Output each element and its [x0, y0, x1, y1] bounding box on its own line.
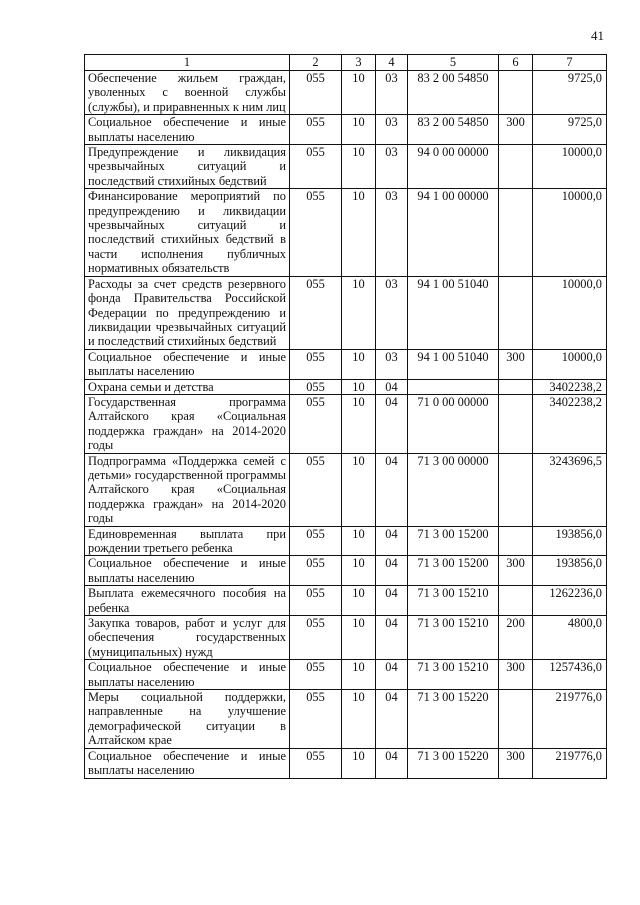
row-amount: 10000,0 [533, 276, 607, 349]
table-row [85, 379, 607, 394]
row-amount: 1262236,0 [533, 586, 607, 616]
row-expense-type: 300 [499, 349, 533, 379]
row-target-article: 94 0 00 00000 [408, 145, 499, 189]
row-amount: 4800,0 [533, 616, 607, 660]
table-row [85, 748, 607, 778]
row-admin-code: 055 [290, 276, 342, 349]
row-section: 10 [342, 349, 376, 379]
row-expense-type [499, 690, 533, 749]
row-amount: 3243696,5 [533, 453, 607, 526]
row-amount: 193856,0 [533, 556, 607, 586]
row-expense-type [499, 145, 533, 189]
table-row [85, 276, 607, 349]
row-section: 10 [342, 145, 376, 189]
header-col-4: 4 [376, 55, 408, 71]
row-amount: 10000,0 [533, 189, 607, 276]
row-name: Единовременная выплата при рождении третьего ребенка [85, 526, 290, 556]
row-name: Подпрограмма «Поддержка семей с детьми» государственной программы Алтайского края «Социальная поддержка граждан» на 2014-2020 годы [85, 453, 290, 526]
header-col-7: 7 [533, 55, 607, 71]
table-row [85, 71, 607, 115]
row-subsection: 04 [376, 660, 408, 690]
row-target-article: 83 2 00 54850 [408, 71, 499, 115]
row-name: Охрана семьи и детства [85, 379, 290, 394]
row-target-article: 71 3 00 15210 [408, 616, 499, 660]
row-admin-code: 055 [290, 394, 342, 453]
row-section: 10 [342, 748, 376, 778]
row-admin-code: 055 [290, 453, 342, 526]
row-section: 10 [342, 526, 376, 556]
row-name: Меры социальной поддержки, направленные на улучшение демографической ситуации в Алтайском крае [85, 690, 290, 749]
row-subsection: 04 [376, 748, 408, 778]
table-row [85, 526, 607, 556]
row-subsection: 03 [376, 145, 408, 189]
row-subsection: 03 [376, 71, 408, 115]
row-name: Предупреждение и ликвидация чрезвычайных ситуаций и последствий стихийных бедствий [85, 145, 290, 189]
row-admin-code: 055 [290, 379, 342, 394]
table-row [85, 660, 607, 690]
row-name: Социальное обеспечение и иные выплаты населению [85, 115, 290, 145]
row-target-article: 71 3 00 15200 [408, 526, 499, 556]
row-amount: 3402238,2 [533, 394, 607, 453]
row-name: Социальное обеспечение и иные выплаты населению [85, 556, 290, 586]
row-name: Выплата ежемесячного пособия на ребенка [85, 586, 290, 616]
page-number: 41 [591, 28, 604, 43]
row-expense-type [499, 71, 533, 115]
row-subsection: 03 [376, 189, 408, 276]
row-amount: 1257436,0 [533, 660, 607, 690]
table-row [85, 690, 607, 749]
row-subsection: 04 [376, 586, 408, 616]
row-name: Финансирование мероприятий по предупреждению и ликвидации чрезвычайных ситуаций и последствий стихийных бедствий в части исполнения публичных нормативных обязательств [85, 189, 290, 276]
row-section: 10 [342, 556, 376, 586]
row-name: Расходы за счет средств резервного фонда Правительства Российской Федерации по предупреждению и ликвидации чрезвычайных ситуаций и последствий стихийных бедствий [85, 276, 290, 349]
row-admin-code: 055 [290, 115, 342, 145]
row-subsection: 03 [376, 349, 408, 379]
table-row [85, 349, 607, 379]
table-row [85, 145, 607, 189]
row-target-article: 71 3 00 15220 [408, 690, 499, 749]
table-row [85, 394, 607, 453]
row-subsection: 04 [376, 526, 408, 556]
row-target-article: 71 3 00 15200 [408, 556, 499, 586]
row-subsection: 04 [376, 556, 408, 586]
row-admin-code: 055 [290, 586, 342, 616]
row-expense-type: 300 [499, 748, 533, 778]
row-amount: 3402238,2 [533, 379, 607, 394]
row-amount: 9725,0 [533, 71, 607, 115]
row-admin-code: 055 [290, 526, 342, 556]
table-row [85, 453, 607, 526]
row-admin-code: 055 [290, 145, 342, 189]
header-col-1: 1 [85, 55, 290, 71]
row-amount: 219776,0 [533, 690, 607, 749]
table-row [85, 189, 607, 276]
row-admin-code: 055 [290, 349, 342, 379]
header-col-5: 5 [408, 55, 499, 71]
row-name: Социальное обеспечение и иные выплаты населению [85, 748, 290, 778]
row-admin-code: 055 [290, 748, 342, 778]
header-col-2: 2 [290, 55, 342, 71]
row-section: 10 [342, 115, 376, 145]
row-expense-type [499, 526, 533, 556]
row-admin-code: 055 [290, 189, 342, 276]
row-subsection: 03 [376, 276, 408, 349]
row-target-article [408, 379, 499, 394]
row-amount: 10000,0 [533, 145, 607, 189]
row-section: 10 [342, 276, 376, 349]
row-target-article: 71 3 00 00000 [408, 453, 499, 526]
row-amount: 219776,0 [533, 748, 607, 778]
row-section: 10 [342, 394, 376, 453]
table-row [85, 115, 607, 145]
row-name: Государственная программа Алтайского края «Социальная поддержка граждан» на 2014-2020 годы [85, 394, 290, 453]
row-subsection: 04 [376, 616, 408, 660]
row-section: 10 [342, 690, 376, 749]
row-expense-type [499, 586, 533, 616]
table-body [85, 71, 607, 779]
row-expense-type: 300 [499, 115, 533, 145]
row-admin-code: 055 [290, 690, 342, 749]
row-section: 10 [342, 586, 376, 616]
row-subsection: 03 [376, 115, 408, 145]
row-expense-type [499, 453, 533, 526]
table-row [85, 616, 607, 660]
budget-table [84, 54, 607, 779]
table-header [85, 55, 607, 71]
row-expense-type [499, 379, 533, 394]
row-amount: 9725,0 [533, 115, 607, 145]
header-row [85, 55, 607, 71]
row-name: Обеспечение жильем граждан, уволенных с военной службы (службы), и приравненных к ним лиц [85, 71, 290, 115]
row-name: Закупка товаров, работ и услуг для обеспечения государственных (муниципальных) нужд [85, 616, 290, 660]
row-admin-code: 055 [290, 616, 342, 660]
row-expense-type [499, 276, 533, 349]
row-subsection: 04 [376, 453, 408, 526]
row-section: 10 [342, 379, 376, 394]
row-section: 10 [342, 453, 376, 526]
row-target-article: 94 1 00 51040 [408, 276, 499, 349]
header-col-6: 6 [499, 55, 533, 71]
row-admin-code: 055 [290, 71, 342, 115]
row-target-article: 83 2 00 54850 [408, 115, 499, 145]
row-target-article: 71 3 00 15210 [408, 660, 499, 690]
row-expense-type: 300 [499, 660, 533, 690]
table-row [85, 556, 607, 586]
row-admin-code: 055 [290, 660, 342, 690]
row-section: 10 [342, 616, 376, 660]
row-section: 10 [342, 660, 376, 690]
row-amount: 193856,0 [533, 526, 607, 556]
row-expense-type [499, 394, 533, 453]
row-subsection: 04 [376, 690, 408, 749]
row-section: 10 [342, 71, 376, 115]
row-subsection: 04 [376, 379, 408, 394]
row-target-article: 94 1 00 00000 [408, 189, 499, 276]
row-amount: 10000,0 [533, 349, 607, 379]
row-name: Социальное обеспечение и иные выплаты населению [85, 349, 290, 379]
header-col-3: 3 [342, 55, 376, 71]
row-expense-type [499, 189, 533, 276]
row-target-article: 94 1 00 51040 [408, 349, 499, 379]
row-expense-type: 300 [499, 556, 533, 586]
row-target-article: 71 3 00 15220 [408, 748, 499, 778]
row-subsection: 04 [376, 394, 408, 453]
row-target-article: 71 0 00 00000 [408, 394, 499, 453]
row-admin-code: 055 [290, 556, 342, 586]
row-target-article: 71 3 00 15210 [408, 586, 499, 616]
table-row [85, 586, 607, 616]
row-expense-type: 200 [499, 616, 533, 660]
row-section: 10 [342, 189, 376, 276]
row-name: Социальное обеспечение и иные выплаты населению [85, 660, 290, 690]
